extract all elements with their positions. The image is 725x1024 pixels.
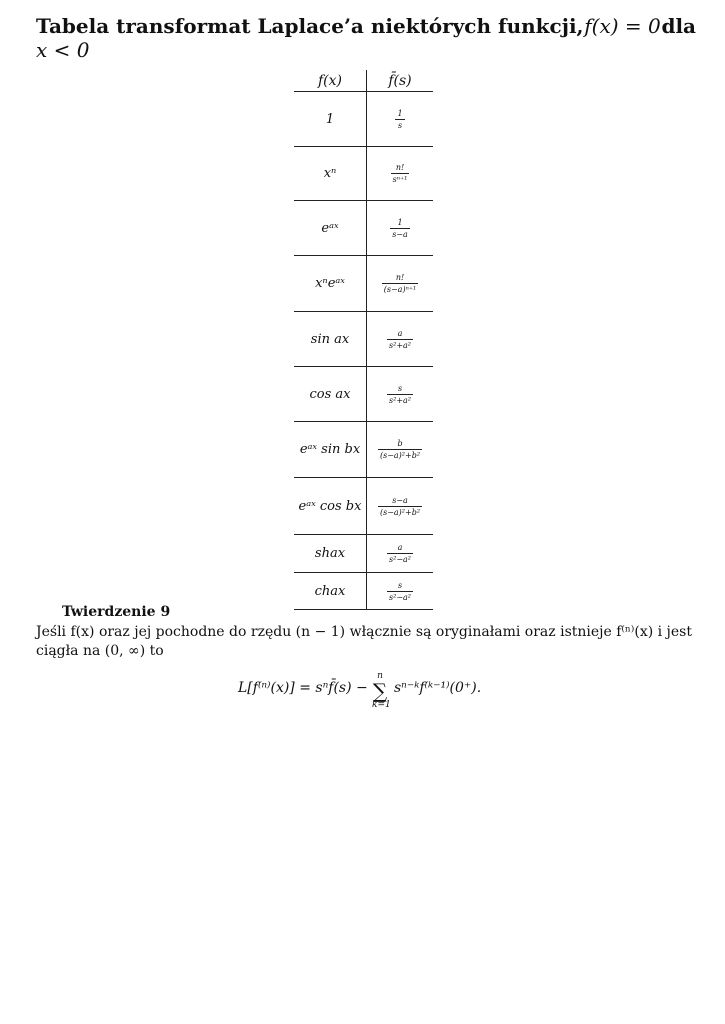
fraction-numerator: a (397, 328, 403, 338)
table-header-row (294, 70, 433, 92)
fraction-bar (387, 394, 413, 395)
table-row (294, 478, 433, 535)
transform-cell (367, 147, 433, 200)
fraction-denominator: s (397, 120, 403, 130)
table-row (294, 535, 433, 573)
function-text: eᵃˣ cos bx (298, 498, 362, 514)
fraction-numerator: b (397, 439, 403, 448)
table-row (294, 256, 433, 312)
table-row (294, 147, 433, 201)
transform-cell (367, 535, 433, 572)
function-text: sin ax (310, 331, 350, 347)
function-cell (294, 256, 367, 311)
fraction-bar (378, 449, 422, 450)
fraction-bar (387, 591, 413, 592)
table-row (294, 367, 433, 422)
title-word-end: dla (661, 14, 696, 38)
fraction-denominator: s²−a² (389, 592, 411, 602)
fraction-numerator: s−a (392, 495, 408, 505)
table-row (294, 201, 433, 256)
formula-lhs: L[f⁽ⁿ⁾(x)] = sⁿf̄(s) − (238, 680, 368, 696)
fraction-bar (390, 228, 410, 229)
fraction-numerator: a (397, 543, 403, 552)
table-row (294, 422, 433, 478)
transform-fraction (378, 439, 422, 460)
transform-cell (367, 478, 433, 534)
function-text: eᵃˣ (321, 220, 339, 236)
function-cell (294, 367, 367, 421)
transform-fraction (378, 496, 422, 517)
table-row (294, 312, 433, 367)
transform-fraction (387, 543, 413, 564)
fraction-denominator: (s−a)²+b² (379, 507, 421, 517)
fraction-denominator: s²+a² (389, 395, 411, 405)
transform-cell (367, 201, 433, 255)
fraction-denominator: s²+a² (389, 340, 411, 350)
formula-rhs: sⁿ⁻ᵏf⁽ᵏ⁻¹⁾(0⁺). (394, 680, 482, 696)
fraction-bar (395, 119, 404, 120)
function-text: eᵃˣ sin bx (299, 442, 361, 457)
theorem-formula (238, 672, 518, 714)
laplace-table (294, 70, 433, 610)
sum-symbol: ∑ (372, 679, 388, 703)
transform-fraction (387, 581, 413, 602)
fraction-denominator: sⁿ⁺¹ (392, 175, 408, 184)
title-line2: x < 0 (36, 38, 90, 62)
fraction-bar (387, 339, 413, 340)
formula-sum (372, 671, 391, 710)
function-cell (294, 535, 367, 572)
fraction-bar (391, 173, 410, 174)
function-cell (294, 147, 367, 200)
transform-cell (367, 256, 433, 311)
title-math: f(x) = 0 (584, 14, 661, 38)
fraction-numerator: 1 (397, 108, 403, 118)
table-row (294, 92, 433, 147)
transform-cell (367, 312, 433, 366)
function-text: cos ax (309, 386, 351, 402)
transform-fraction (391, 163, 410, 184)
transform-cell (367, 92, 433, 146)
transform-fraction (382, 273, 419, 294)
fraction-numerator: n! (395, 273, 405, 282)
fraction-denominator: s²−a² (389, 555, 411, 564)
fraction-denominator: s−a (392, 229, 408, 239)
fraction-bar (387, 553, 413, 554)
sum-upper: n (377, 671, 383, 681)
theorem-body: Jeśli f(x) oraz jej pochodne do rzędu (n − 1) włącznie są oryginałami oraz istnieje f⁽ⁿ⁾(x) i jest ciągła na (0, ∞) to (36, 624, 692, 659)
transform-fraction (387, 329, 413, 350)
table-row (294, 573, 433, 610)
fraction-numerator: 1 (397, 217, 403, 227)
function-cell (294, 312, 367, 366)
header-col-fs: f̄(s) (388, 72, 412, 89)
page-title (36, 14, 696, 62)
function-text: xⁿeᵃˣ (315, 276, 345, 291)
transform-fraction (387, 384, 413, 405)
transform-cell (367, 367, 433, 421)
function-cell (294, 201, 367, 255)
function-text: 1 (325, 111, 335, 127)
function-cell (294, 478, 367, 534)
header-col-fx: f(x) (294, 70, 367, 91)
fraction-numerator: s (397, 580, 403, 590)
sum-lower: k=1 (372, 700, 391, 710)
transform-fraction (390, 218, 410, 239)
function-cell (294, 573, 367, 609)
function-cell (294, 422, 367, 477)
function-text: shax (314, 546, 346, 561)
theorem-title: Twierdzenie 9 (62, 604, 171, 620)
transform-fraction (395, 109, 404, 130)
title-text: Tabela transformat Laplace’a niektórych funkcji, (36, 14, 584, 38)
fraction-bar (382, 283, 419, 284)
fraction-numerator: s (397, 383, 403, 393)
transform-cell (367, 422, 433, 477)
fraction-denominator: (s−a)²+b² (379, 451, 421, 460)
fraction-bar (378, 506, 422, 507)
function-text: chax (314, 583, 346, 599)
function-cell (294, 92, 367, 146)
transform-cell (367, 573, 433, 609)
function-text: xⁿ (323, 166, 337, 181)
fraction-denominator: (s−a)ⁿ⁺¹ (383, 285, 417, 294)
fraction-numerator: n! (395, 163, 405, 172)
